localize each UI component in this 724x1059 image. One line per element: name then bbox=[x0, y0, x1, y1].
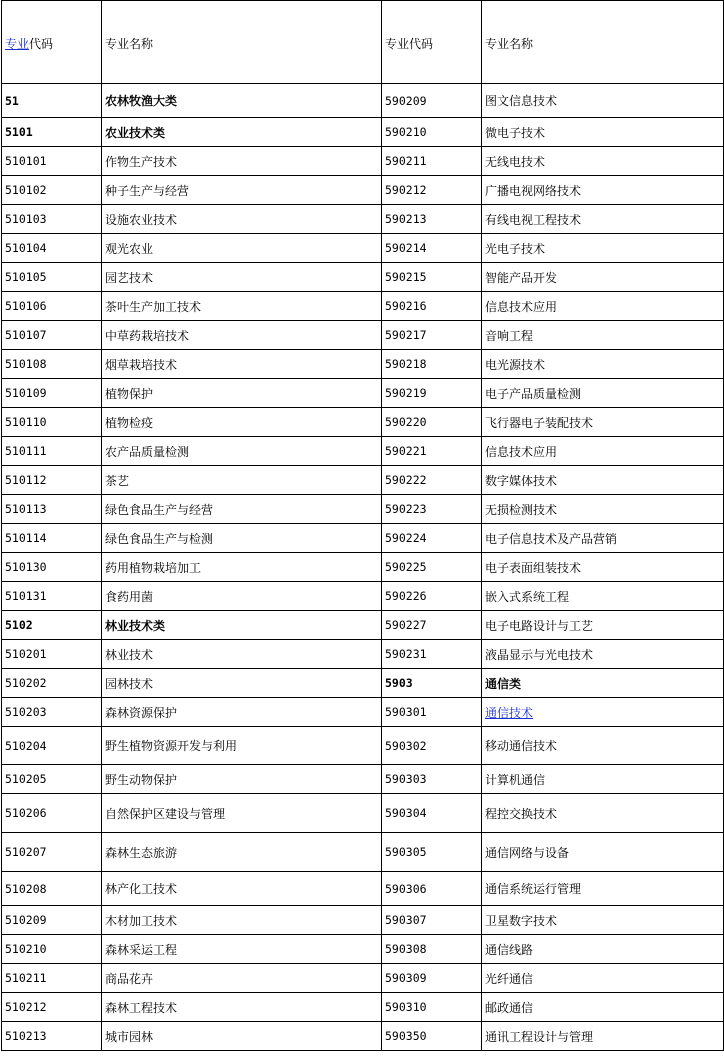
major-code-cell: 510108 bbox=[2, 350, 102, 379]
header-name-1: 专业名称 bbox=[102, 1, 382, 84]
major-code-cell: 510209 bbox=[2, 906, 102, 935]
major-code-cell: 590302 bbox=[382, 727, 482, 765]
major-code-cell: 510106 bbox=[2, 292, 102, 321]
major-code-cell: 590223 bbox=[382, 495, 482, 524]
major-name-cell: 信息技术应用 bbox=[482, 437, 724, 466]
major-name-cell: 信息技术应用 bbox=[482, 292, 724, 321]
major-name-cell: 野生动物保护 bbox=[102, 765, 382, 794]
major-name-cell: 观光农业 bbox=[102, 234, 382, 263]
major-name-cell: 园艺技术 bbox=[102, 263, 382, 292]
major-name-cell: 森林资源保护 bbox=[102, 698, 382, 727]
major-code-cell: 590306 bbox=[382, 872, 482, 906]
major-name-cell: 农林牧渔大类 bbox=[102, 84, 382, 118]
major-code-cell: 590307 bbox=[382, 906, 482, 935]
major-name-cell: 计算机通信 bbox=[482, 765, 724, 794]
major-code-cell: 590309 bbox=[382, 964, 482, 993]
major-name-cell bbox=[482, 698, 724, 727]
table-row bbox=[2, 582, 724, 611]
table-row bbox=[2, 524, 724, 553]
major-name-cell: 微电子技术 bbox=[482, 118, 724, 147]
header-code-1 bbox=[2, 1, 102, 84]
major-code-cell: 590220 bbox=[382, 408, 482, 437]
major-code-cell: 510210 bbox=[2, 935, 102, 964]
major-name-cell: 森林采运工程 bbox=[102, 935, 382, 964]
major-code-cell: 590308 bbox=[382, 935, 482, 964]
major-code-cell: 510101 bbox=[2, 147, 102, 176]
major-name-cell: 卫星数字技术 bbox=[482, 906, 724, 935]
major-name-cell: 绿色食品生产与经营 bbox=[102, 495, 382, 524]
major-name-cell: 程控交换技术 bbox=[482, 794, 724, 833]
major-code-cell: 510111 bbox=[2, 437, 102, 466]
major-name-cell: 商品花卉 bbox=[102, 964, 382, 993]
major-code-cell: 510203 bbox=[2, 698, 102, 727]
major-code-cell: 590226 bbox=[382, 582, 482, 611]
major-code-cell: 510206 bbox=[2, 794, 102, 833]
major-name-cell: 野生植物资源开发与利用 bbox=[102, 727, 382, 765]
major-name-cell: 电子电路设计与工艺 bbox=[482, 611, 724, 640]
major-code-cell: 510112 bbox=[2, 466, 102, 495]
major-name-cell: 设施农业技术 bbox=[102, 205, 382, 234]
table-row bbox=[2, 437, 724, 466]
table-row bbox=[2, 669, 724, 698]
major-code-cell: 510211 bbox=[2, 964, 102, 993]
table-row bbox=[2, 495, 724, 524]
major-code-cell: 590224 bbox=[382, 524, 482, 553]
major-code-cell: 5102 bbox=[2, 611, 102, 640]
major-code-cell: 510202 bbox=[2, 669, 102, 698]
major-code-cell: 510212 bbox=[2, 993, 102, 1022]
major-name-cell: 食药用菌 bbox=[102, 582, 382, 611]
major-name-cell: 自然保护区建设与管理 bbox=[102, 794, 382, 833]
major-code-cell: 590231 bbox=[382, 640, 482, 669]
table-row bbox=[2, 906, 724, 935]
table-row bbox=[2, 727, 724, 765]
table-row bbox=[2, 794, 724, 833]
major-name-cell: 广播电视网络技术 bbox=[482, 176, 724, 205]
major-code-cell: 590218 bbox=[382, 350, 482, 379]
major-code-cell: 590219 bbox=[382, 379, 482, 408]
table-row bbox=[2, 379, 724, 408]
major-code-cell: 510103 bbox=[2, 205, 102, 234]
major-code-cell: 590225 bbox=[382, 553, 482, 582]
major-code-cell: 590217 bbox=[382, 321, 482, 350]
major-name-cell: 电子信息技术及产品营销 bbox=[482, 524, 724, 553]
major-name-cell: 种子生产与经营 bbox=[102, 176, 382, 205]
major-name-cell: 通信网络与设备 bbox=[482, 833, 724, 872]
table-row bbox=[2, 964, 724, 993]
major-name-cell: 电光源技术 bbox=[482, 350, 724, 379]
major-code-cell: 590211 bbox=[382, 147, 482, 176]
major-code-cell: 590213 bbox=[382, 205, 482, 234]
table-row bbox=[2, 321, 724, 350]
major-code-cell: 510208 bbox=[2, 872, 102, 906]
header-code-label: 代码 bbox=[29, 37, 54, 51]
table-row bbox=[2, 118, 724, 147]
table-row bbox=[2, 84, 724, 118]
major-name-cell: 通信系统运行管理 bbox=[482, 872, 724, 906]
major-name-cell: 通信类 bbox=[482, 669, 724, 698]
major-name-cell: 图文信息技术 bbox=[482, 84, 724, 118]
major-name-cell: 有线电视工程技术 bbox=[482, 205, 724, 234]
major-name-cell: 森林生态旅游 bbox=[102, 833, 382, 872]
table-row bbox=[2, 765, 724, 794]
major-name-cell: 作物生产技术 bbox=[102, 147, 382, 176]
major-code-cell: 510207 bbox=[2, 833, 102, 872]
major-code-cell: 590215 bbox=[382, 263, 482, 292]
major-name-cell: 电子表面组装技术 bbox=[482, 553, 724, 582]
major-name-cell: 嵌入式系统工程 bbox=[482, 582, 724, 611]
major-name-cell: 药用植物栽培加工 bbox=[102, 553, 382, 582]
major-name-cell: 移动通信技术 bbox=[482, 727, 724, 765]
major-name-cell: 音响工程 bbox=[482, 321, 724, 350]
table-row bbox=[2, 993, 724, 1022]
major-code-cell: 510213 bbox=[2, 1022, 102, 1051]
major-name-cell: 通信线路 bbox=[482, 935, 724, 964]
major-name-cell: 林产化工技术 bbox=[102, 872, 382, 906]
major-code-cell: 510204 bbox=[2, 727, 102, 765]
table-row bbox=[2, 466, 724, 495]
major-name-cell: 林业技术 bbox=[102, 640, 382, 669]
table-row bbox=[2, 234, 724, 263]
major-name-cell: 液晶显示与光电技术 bbox=[482, 640, 724, 669]
major-code-cell: 510113 bbox=[2, 495, 102, 524]
major-code-cell: 590227 bbox=[382, 611, 482, 640]
major-code-cell: 590210 bbox=[382, 118, 482, 147]
major-code-cell: 510131 bbox=[2, 582, 102, 611]
major-name-cell: 智能产品开发 bbox=[482, 263, 724, 292]
table-row bbox=[2, 176, 724, 205]
table-row bbox=[2, 147, 724, 176]
major-code-cell: 590221 bbox=[382, 437, 482, 466]
major-code-cell: 590304 bbox=[382, 794, 482, 833]
major-code-cell: 590301 bbox=[382, 698, 482, 727]
major-code-cell: 510110 bbox=[2, 408, 102, 437]
major-code-cell: 51 bbox=[2, 84, 102, 118]
major-name-cell: 绿色食品生产与检测 bbox=[102, 524, 382, 553]
major-code-cell: 590303 bbox=[382, 765, 482, 794]
major-code-table bbox=[1, 0, 724, 1051]
major-code-cell: 590214 bbox=[382, 234, 482, 263]
major-name-cell: 光电子技术 bbox=[482, 234, 724, 263]
table-row bbox=[2, 205, 724, 234]
major-name-cell: 飞行器电子装配技术 bbox=[482, 408, 724, 437]
major-code-cell: 590222 bbox=[382, 466, 482, 495]
major-name-cell: 木材加工技术 bbox=[102, 906, 382, 935]
major-name-cell: 园林技术 bbox=[102, 669, 382, 698]
header-code-2: 专业代码 bbox=[382, 1, 482, 84]
major-code-cell: 5903 bbox=[382, 669, 482, 698]
major-code-cell: 510114 bbox=[2, 524, 102, 553]
major-name-cell: 植物检疫 bbox=[102, 408, 382, 437]
major-link[interactable]: 通信技术 bbox=[485, 705, 534, 720]
major-name-cell: 植物保护 bbox=[102, 379, 382, 408]
major-name-cell: 邮政通信 bbox=[482, 993, 724, 1022]
table-row bbox=[2, 1022, 724, 1051]
table-row bbox=[2, 263, 724, 292]
table-row bbox=[2, 698, 724, 727]
major-name-cell: 农业技术类 bbox=[102, 118, 382, 147]
major-name-cell: 林业技术类 bbox=[102, 611, 382, 640]
major-name-cell: 烟草栽培技术 bbox=[102, 350, 382, 379]
major-name-cell: 无线电技术 bbox=[482, 147, 724, 176]
major-name-cell: 数字媒体技术 bbox=[482, 466, 724, 495]
major-name-cell: 通讯工程设计与管理 bbox=[482, 1022, 724, 1051]
table-row bbox=[2, 872, 724, 906]
table-row bbox=[2, 935, 724, 964]
major-name-cell: 森林工程技术 bbox=[102, 993, 382, 1022]
table-row bbox=[2, 611, 724, 640]
major-name-cell: 电子产品质量检测 bbox=[482, 379, 724, 408]
major-code-cell: 590310 bbox=[382, 993, 482, 1022]
major-code-cell: 590350 bbox=[382, 1022, 482, 1051]
major-code-cell: 510102 bbox=[2, 176, 102, 205]
header-row bbox=[2, 1, 724, 84]
major-code-cell: 5101 bbox=[2, 118, 102, 147]
table-row bbox=[2, 640, 724, 669]
major-code-cell: 510201 bbox=[2, 640, 102, 669]
header-code-link[interactable]: 专业 bbox=[5, 37, 30, 51]
major-code-cell: 510104 bbox=[2, 234, 102, 263]
major-code-cell: 510205 bbox=[2, 765, 102, 794]
major-code-cell: 510130 bbox=[2, 553, 102, 582]
table-row bbox=[2, 553, 724, 582]
major-name-cell: 城市园林 bbox=[102, 1022, 382, 1051]
table-row bbox=[2, 350, 724, 379]
table-row bbox=[2, 292, 724, 321]
major-code-cell: 590212 bbox=[382, 176, 482, 205]
major-code-cell: 590209 bbox=[382, 84, 482, 118]
header-name-2: 专业名称 bbox=[482, 1, 724, 84]
major-name-cell: 茶艺 bbox=[102, 466, 382, 495]
table-row bbox=[2, 408, 724, 437]
major-code-cell: 510109 bbox=[2, 379, 102, 408]
major-code-cell: 510105 bbox=[2, 263, 102, 292]
major-name-cell: 无损检测技术 bbox=[482, 495, 724, 524]
table-row bbox=[2, 833, 724, 872]
major-code-cell: 590305 bbox=[382, 833, 482, 872]
major-code-cell: 590216 bbox=[382, 292, 482, 321]
major-name-cell: 茶叶生产加工技术 bbox=[102, 292, 382, 321]
major-code-cell: 510107 bbox=[2, 321, 102, 350]
major-name-cell: 中草药栽培技术 bbox=[102, 321, 382, 350]
major-name-cell: 光纤通信 bbox=[482, 964, 724, 993]
major-name-cell: 农产品质量检测 bbox=[102, 437, 382, 466]
